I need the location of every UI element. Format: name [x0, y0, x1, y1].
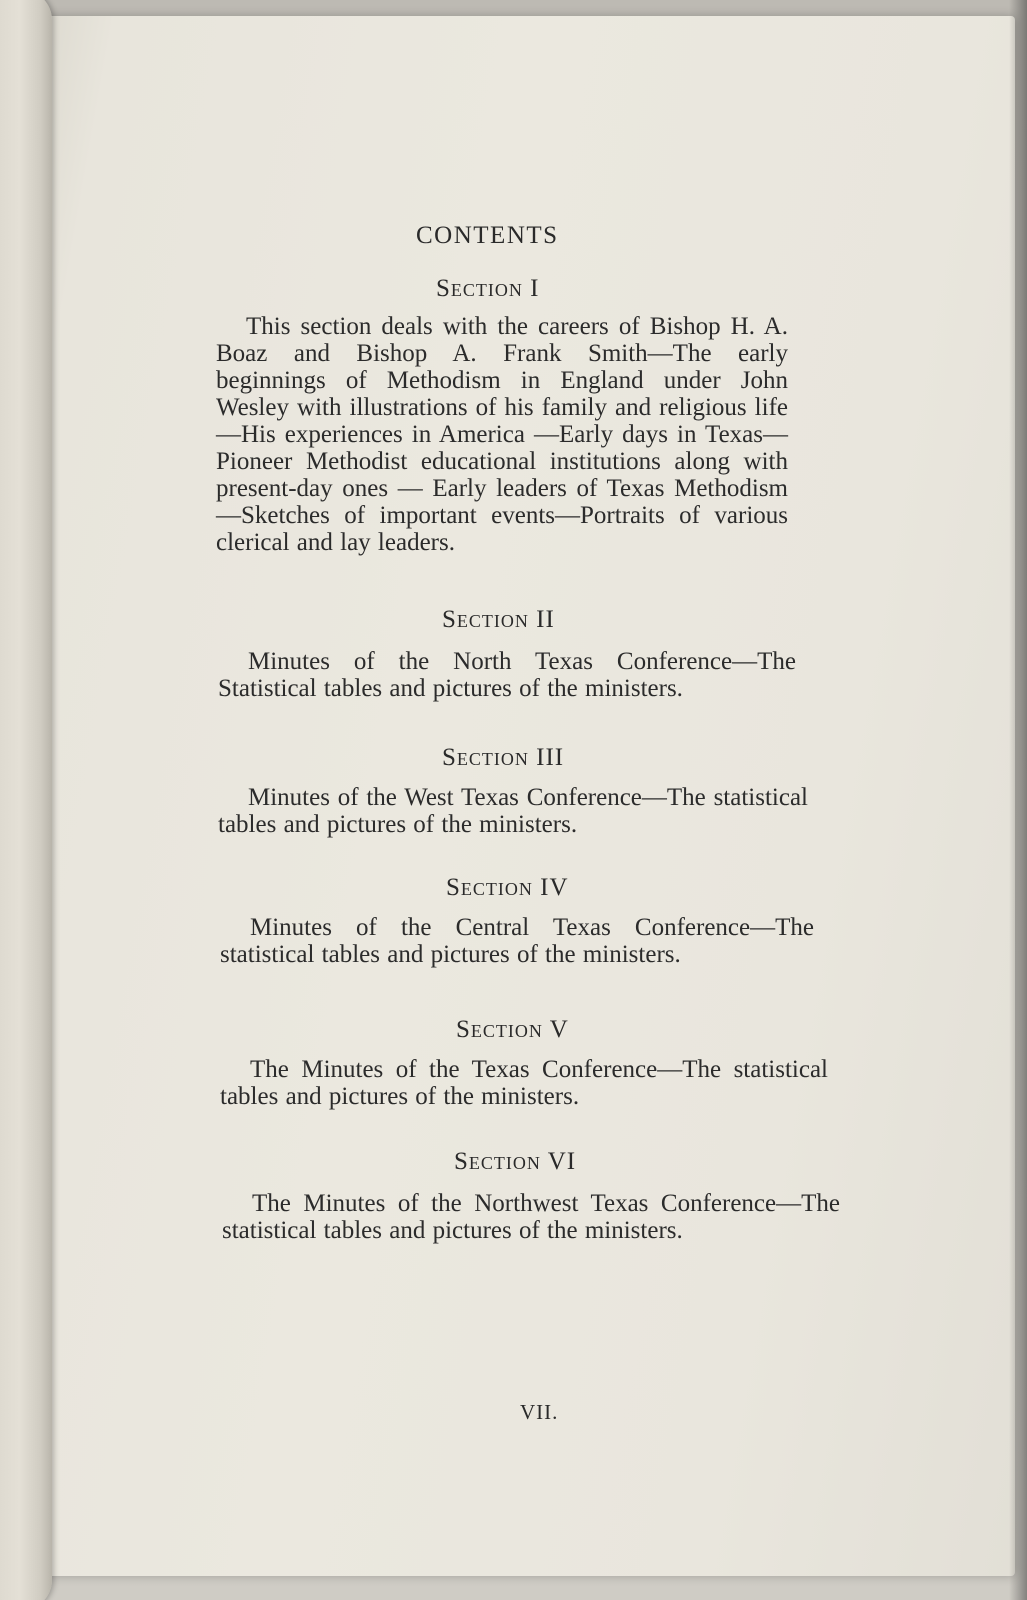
section-text: The Minutes of the Texas Conference—The statistical tables and pictures of the ministers.	[220, 1056, 828, 1110]
section-text: The Minutes of the Northwest Texas Conference—The statistical tables and pictures of the ministers.	[222, 1190, 840, 1244]
section-heading: Section III	[442, 744, 565, 771]
section-heading: Section V	[456, 1016, 569, 1043]
section-text: This section deals with the careers of Bishop H. A. Boaz and Bishop A. Frank Smith—The early beginnings of Methodism in England under John Wesley with illustrations of his family and religious life—His experiences in America —Early days in Texas—Pioneer Methodist educational institutions along with present-day ones — Early leaders of Texas Methodism—Sketches of important events—Portraits of various clerical and lay leaders.	[216, 313, 788, 556]
page-edge-shadow	[1009, 0, 1027, 1600]
facing-page-edge	[0, 0, 52, 1600]
section-heading: Section VI	[454, 1148, 577, 1175]
section-heading: Section I	[436, 275, 540, 302]
section-text: Minutes of the North Texas Conference—The Statistical tables and pictures of the ministers.	[218, 648, 796, 702]
page-number: VII.	[520, 1400, 559, 1424]
section-text: Minutes of the Central Texas Conference—The statistical tables and pictures of the ministers.	[220, 914, 814, 968]
page-title: CONTENTS	[416, 222, 559, 249]
section-heading: Section IV	[446, 874, 569, 901]
section-heading: Section II	[442, 606, 555, 633]
section-text: Minutes of the West Texas Conference—The statistical tables and pictures of the ministers.	[218, 784, 808, 838]
